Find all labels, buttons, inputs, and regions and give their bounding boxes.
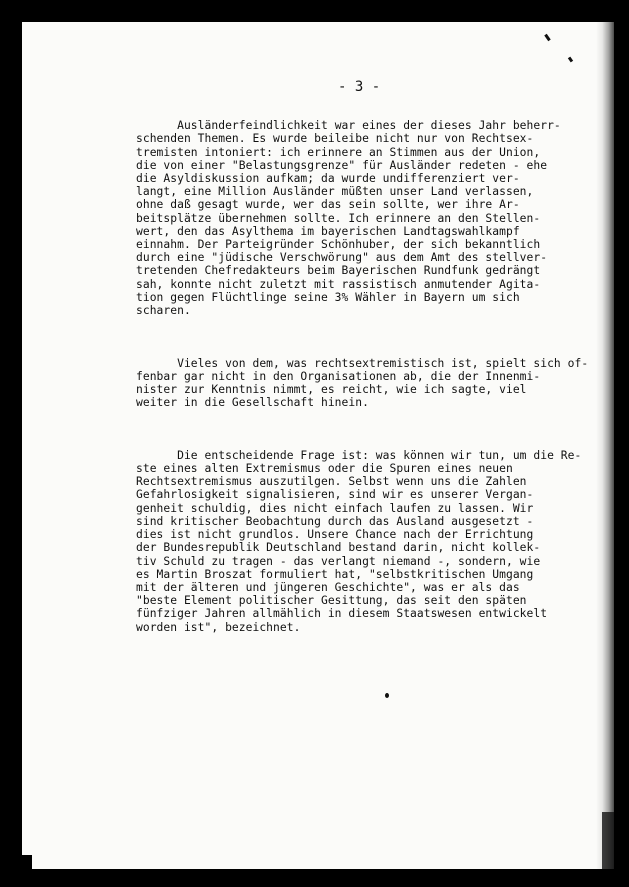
text-line: beitsplätze übernehmen sollte. Ich erinnere an den Stellen- [136,211,541,225]
text-line: tretenden Chefredakteurs beim Bayerischen Rundfunk gedrängt [136,264,541,278]
text-line: ste eines alten Extremismus oder die Spuren eines neuen [136,462,513,476]
text-line: Ausländerfeindlichkeit war eines der dieses Jahr beherr- [177,119,561,133]
text-line: ohne daß gesagt wurde, wer das sein sollte, wer ihre Ar- [136,198,520,212]
text-line: fünfziger Jahren allmählich in diesem Staatswesen entwickelt [136,607,548,621]
text-line: einnahm. Der Parteigründer Schönhuber, der sich bekanntlich [136,238,541,252]
text-line: die von einer "Belastungsgrenze" für Ausländer redeten - ehe [136,158,548,172]
paragraph-1 [136,106,576,330]
text-line: sind kritischer Beobachtung durch das Ausland ausgesetzt - [136,514,534,528]
paragraph-2 [136,343,589,422]
text-line: Rechtsextremismus auszutilgen. Selbst wenn uns die Zahlen [136,475,527,489]
text-line: der Bundesrepublik Deutschland bestand darin, nicht kollek- [136,541,541,555]
text-line: fenbar gar nicht in den Organisationen ab, die der Innenmi- [136,369,541,383]
text-line: dies ist nicht grundlos. Unsere Chance nach der Errichtung [136,528,534,542]
page-number: - 3 - [338,79,381,95]
paragraph-3 [136,436,582,647]
scan-mark [544,34,550,41]
text-line: sah, konnte nicht zuletzt mit rassistisch anmutender Agita- [136,277,541,291]
scan-corner [22,855,32,869]
stray-dot-mark [385,693,389,698]
scan-shadow-edge [602,812,614,869]
text-line: Die entscheidende Frage ist: was können wir tun, um die Re- [177,448,582,462]
text-line: es Martin Broszat formuliert hat, "selbstkritischen Umgang [136,567,534,581]
text-line: Vieles von dem, was rechtsextremistisch ist, spielt sich of- [177,356,589,370]
scan-mark [568,57,573,63]
text-line: "beste Element politischer Gesittung, das seit den späten [136,594,527,608]
text-line: langt, eine Million Ausländer müßten unser Land verlassen, [136,185,534,199]
text-line: scharen. [136,304,191,318]
text-line: wert, den das Asylthema im bayerischen Landtagswahlkampf [136,224,520,238]
text-line: nister zur Kenntnis nimmt, es reicht, wie ich sagte, viel [136,383,527,397]
text-line: schenden Themen. Es wurde beileibe nicht nur von Rechtsex- [136,132,534,146]
scan-shadow-edge [596,22,614,869]
text-line: tion gegen Flüchtlinge seine 3% Wähler in Bayern um sich [136,290,520,304]
text-line: tiv Schuld zu tragen - das verlangt niemand -, sondern, wie [136,554,541,568]
text-line: tremisten intoniert: ich erinnere an Stimmen aus der Union, [136,145,541,159]
text-line: durch eine "jüdische Verschwörung" aus dem Amt des stellver- [136,251,548,265]
text-line: worden ist", bezeichnet. [136,620,301,634]
document-body [136,106,589,660]
text-line: mit der älteren und jüngeren Geschichte", was er als das [136,580,520,594]
text-line: die Asyldiskussion aufkam; da wurde undifferenziert ver- [136,172,520,186]
text-line: weiter in die Gesellschaft hinein. [136,396,369,410]
text-line: genheit schuldig, dies nicht einfach laufen zu lassen. Wir [136,501,534,515]
scanned-page [22,22,614,869]
text-line: Gefahrlosigkeit signalisieren, sind wir es unserer Vergan- [136,488,534,502]
